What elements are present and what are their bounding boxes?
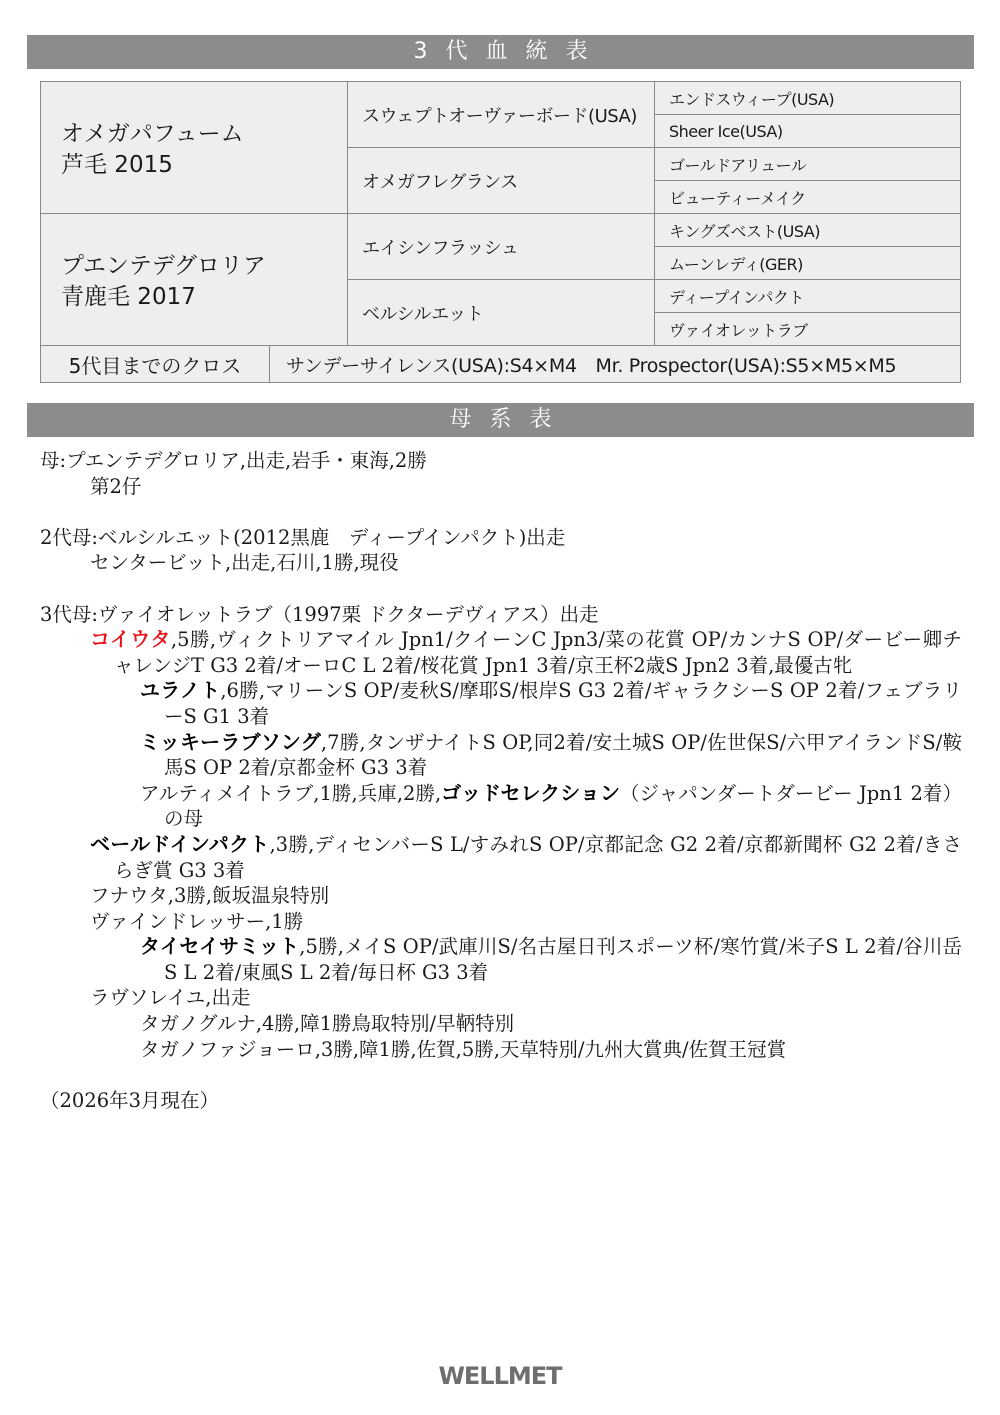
pedigree-table [40, 81, 961, 383]
family-entry-funauta: フナウタ,3勝,飯坂温泉特別 [90, 884, 330, 908]
dam-line: 母:プエンテデグロリア,出走,岩手・東海,2勝 [40, 449, 427, 472]
horse-name-mickey-love-song: ミッキーラブソング [140, 729, 321, 754]
family-entry-veiled-impact [90, 832, 962, 883]
horse-name-taisei-summit: タイセイサミット [140, 934, 300, 959]
sire-meta: 芦毛 2015 [61, 151, 173, 178]
record-koiuta: ,5勝,ヴィクトリアマイル Jpn1/クイーンC Jpn3/菜の花賞 OP/カンナS OP/ダービー卿チャレンジT G3 2着/オーロC L 2着/桜花賞 Jpn1 3着/京王杯2歳S Jpn2 3着,最優古牝 [114, 628, 963, 677]
family-entry-ultimate-love [140, 781, 962, 832]
sire-cell [41, 82, 348, 214]
sire-sire-cell: スウェプトオーヴァーボード(USA) [348, 82, 655, 148]
wellmet-logo: WELLMET [438, 1362, 562, 1390]
record-god-selection: （ジャパンダートダービー Jpn1 2着）の母 [164, 781, 962, 831]
dam-cell [41, 214, 348, 346]
family-entry-tagano-gurna: タガノグルナ,4勝,障1勝鳥取特別/早鞆特別 [140, 1012, 515, 1036]
family-entry-taisei-summit [140, 934, 962, 985]
pedigree-section-header: 3代血統表 [27, 35, 974, 69]
horse-name-veiled-impact: ベールドインパクト [90, 831, 270, 856]
sire-name: オメガパフューム [61, 120, 244, 147]
horse-name-koiuta: コイウタ [90, 627, 171, 652]
record-yuranoto: ,6勝,マリーンS OP/麦秋S/摩耶S/根岸S G3 2着/ギャラクシーS OP 2着/フェブラリーS G1 3着 [164, 679, 962, 728]
second-dam-line: 2代母:ベルシルエット(2012黒鹿 ディープインパクト)出走 [40, 525, 566, 549]
sire-dam-cell: オメガフレグランス [348, 148, 655, 214]
g3-cell-5: キングズベスト(USA) [655, 214, 961, 247]
cross-label: 5代目までのクロス [41, 346, 270, 383]
dam-sire-cell: エイシンフラッシュ [348, 214, 655, 280]
horse-name-god-selection: ゴッドセレクション [441, 780, 620, 805]
record-taisei-summit: ,5勝,メイS OP/武庫川S/名古屋日刊スポーツ杯/寒竹賞/米子S L 2着/谷川岳S L 2着/東風S L 2着/毎日杯 G3 3着 [164, 935, 962, 984]
record-veiled-impact: ,3勝,ディセンバーS L/すみれS OP/京都記念 G2 2着/京都新聞杯 G2 2着/きさらぎ賞 G3 3着 [114, 832, 962, 882]
g3-cell-2: Sheer Ice(USA) [655, 115, 961, 148]
family-entry-tagano-fajoro: タガノファジョーロ,3勝,障1勝,佐賀,5勝,天草特別/九州大賞典/佐賀王冠賞 [140, 1037, 787, 1061]
family-entry-koiuta [90, 627, 962, 678]
dam-meta: 青鹿毛 2017 [61, 283, 196, 310]
family-entry-mickey-love-song [140, 730, 962, 781]
family-entry-yuranoto [140, 678, 962, 729]
g3-cell-3: ゴールドアリュール [655, 148, 961, 181]
g3-cell-6: ムーンレディ(GER) [655, 247, 961, 280]
g3-cell-7: ディープインパクト [655, 280, 961, 313]
horse-name-yuranoto: ユラノト [140, 678, 221, 703]
second-dam-offspring-line: センタービット,出走,石川,1勝,現役 [90, 551, 399, 575]
dam-dam-cell: ベルシルエット [348, 280, 655, 346]
dam-offspring-line: 第2仔 [90, 474, 142, 498]
g3-cell-1: エンドスウィープ(USA) [655, 82, 961, 115]
g3-cell-4: ビューティーメイク [655, 181, 961, 214]
g3-cell-8: ヴァイオレットラブ [655, 313, 961, 346]
family-entry-love-soleil: ラヴソレイユ,出走 [90, 986, 251, 1010]
cross-value: サンデーサイレンス(USA):S4×M4 Mr. Prospector(USA):S5×M5×M5 [270, 346, 961, 383]
family-list [40, 448, 962, 1113]
dam-name: プエンテデグロリア [61, 252, 266, 279]
third-dam-line: 3代母:ヴァイオレットラブ（1997栗 ドクターデヴィアス）出走 [40, 602, 599, 626]
family-section-header: 母系表 [27, 403, 974, 437]
as-of-date: （2026年3月現在） [40, 1088, 220, 1112]
record-ultimate-love: アルティメイトラブ,1勝,兵庫,2勝, [140, 781, 442, 805]
family-entry-vine-dresser: ヴァインドレッサー,1勝 [90, 909, 304, 933]
record-mickey-love-song: ,7勝,タンザナイトS OP,同2着/安土城S OP/佐世保S/六甲アイランドS/鞍馬S OP 2着/京都金杯 G3 3着 [164, 730, 962, 780]
